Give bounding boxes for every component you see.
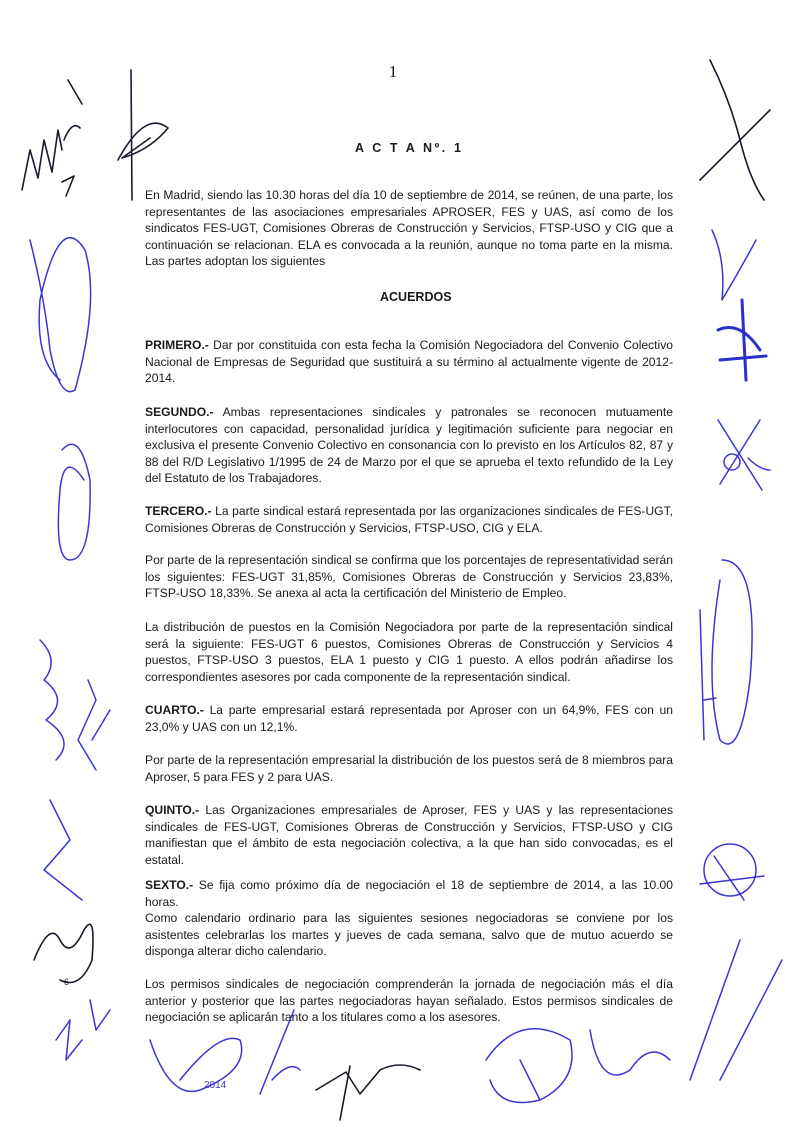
paragraph-quinto — [145, 802, 673, 868]
signature-dark-bottom-left — [34, 924, 93, 987]
paragraph-label: SEXTO.- — [145, 878, 194, 892]
paragraph-text: Como calendario ordinario para las siguientes sesiones negociadoras se conviene por los asistentes celebrarlas los martes y jueves de cada semana, salvo que de mutuo acuerdo se disponga alterar dicho calendario. — [145, 911, 673, 959]
paragraph-primero — [145, 337, 673, 387]
paragraph-label: SEGUNDO.- — [145, 405, 214, 419]
signature-mark: 6 — [64, 977, 70, 987]
paragraph-tercero — [145, 503, 673, 536]
signature-bottom-3 — [316, 1065, 420, 1120]
signature-blue-bottom-left — [56, 1000, 110, 1060]
paragraph-text: Por parte de la representación empresarial la distribución de los puestos será de 8 miembros para Aproser, 5 para FES y 2 para UAS. — [145, 753, 673, 784]
paragraph-segundo — [145, 404, 673, 487]
signature-mark: 2014 — [204, 1080, 227, 1091]
signature-blue-zigzag — [44, 710, 110, 900]
signature-bottom-1 — [150, 1038, 242, 1091]
paragraph-text: Dar por constituida con esta fecha la Comisión Negociadora del Convenio Colectivo Nacional de Empresas de Seguridad que sustituirá a su término al actualmente vigente de 2012-2014. — [145, 338, 673, 386]
signature-bottom-4 — [486, 1029, 670, 1103]
signature-blue-scribble-left — [40, 640, 96, 770]
paragraph-label: CUARTO.- — [145, 703, 204, 717]
paragraph-text: La parte sindical estará representada por las organizaciones sindicales de FES-UGT, Comisiones Obreras de Construcción y Servicios, FTSP-USO, CIG y ELA. — [145, 504, 673, 535]
paragraph-sexto — [145, 877, 673, 910]
signature-right-long-oval — [700, 560, 752, 744]
page-number: 1 — [388, 62, 398, 81]
agreements-heading: ACUERDOS — [380, 290, 452, 304]
signature-top-right-x — [700, 60, 770, 200]
paragraph-text: Por parte de la representación sindical se confirma que los porcentajes de representatividad serán los siguientes: FES-UGT 31,85%, Comisiones Obreras de Construcción y Servicios 23,83%, FTSP-USO 18,33%. Se anexa al acta la certificación del Ministerio de Empleo. — [145, 553, 673, 601]
paragraph-distribucion-empresarial — [145, 752, 673, 785]
paragraph-label: TERCERO.- — [145, 504, 212, 518]
paragraph-cuarto — [145, 702, 673, 735]
signature-blue-loop-1 — [30, 238, 91, 392]
paragraph-label: QUINTO.- — [145, 803, 200, 817]
paragraph-permisos — [145, 976, 673, 1026]
signature-blue-oval — [58, 444, 90, 560]
paragraph-text: Ambas representaciones sindicales y patronales se reconocen mutuamente interlocutores con capacidad, personalidad jurídica y legitimación suficiente para negociar en exclusiva el presente Convenio Colectivo en consonancia con lo previsto en los Artículos 82, 87 y 88 del R/D Legislativo 1/1995 de 24 de Marzo por el que se aprueba el texto refundido de la Ley del Estatuto de los Trabajadores. — [145, 405, 673, 486]
paragraph-label: PRIMERO.- — [145, 338, 209, 352]
signature-vertical-line — [118, 70, 168, 200]
intro-paragraph: En Madrid, siendo las 10.30 horas del día 10 de septiembre de 2014, se reúnen, de una parte, los representantes de las asociaciones empresariales APROSER, FES y UAS, así como de los sindicatos FES-UGT, Comisiones Obreras de Construcción y Servicios, FTSP-USO y CIG que a continuación se relacionan. ELA es convocada a la reunión, aunque no toma parte en la misma. Las partes adoptan los siguientes — [145, 188, 673, 269]
paragraph-text: Los permisos sindicales de negociación comprenderán la jornada de negociación más el día anterior y posterior que las partes negociadoras hayan señalado. Estos permisos sindicales de negociación se aplicarán tanto a los titulares como a los asesores. — [145, 977, 673, 1025]
paragraph-representatividad — [145, 552, 673, 602]
signature-right-x-small — [718, 420, 770, 490]
paragraph-text: La parte empresarial estará representada por Aproser con un 64,9%, FES con un 23,0% y UAS con un 12,1%. — [145, 703, 673, 734]
signature-right-mid-1 — [712, 230, 756, 300]
signature-right-circle — [700, 844, 764, 900]
signature-top-left — [22, 80, 82, 196]
paragraph-text: Las Organizaciones empresariales de Aproser, FES y UAS y las representaciones sindicales de FES-UGT, Comisiones Obreras de Construcción y Servicios, FTSP-USO y CIG manifiestan que el ámbito de esta negociación colectiva, a la que han sido convocadas, es el estatal. — [145, 803, 673, 867]
paragraph-text: Se fija como próximo día de negociación el 18 de septiembre de 2014, a las 10.00 horas. — [145, 878, 673, 909]
document-title: A C T A Nº. 1 — [355, 141, 464, 155]
paragraph-distribucion-sindical — [145, 619, 673, 685]
paragraph-text: La distribución de puestos en la Comisión Negociadora por parte de la representación sindical será la siguiente: FES-UGT 6 puestos, Comisiones Obreras de Construcción y Servicios 4 puestos, FTSP-USO 3 puestos, ELA 1 puesto y CIG 1 puesto. A ellos podrán añadirse los correspondientes asesores por cada componente de la representación sindical. — [145, 620, 673, 684]
signature-right-heavy — [718, 300, 766, 380]
paragraph-calendario — [145, 910, 673, 960]
signature-right-bottom-slash — [690, 940, 782, 1080]
